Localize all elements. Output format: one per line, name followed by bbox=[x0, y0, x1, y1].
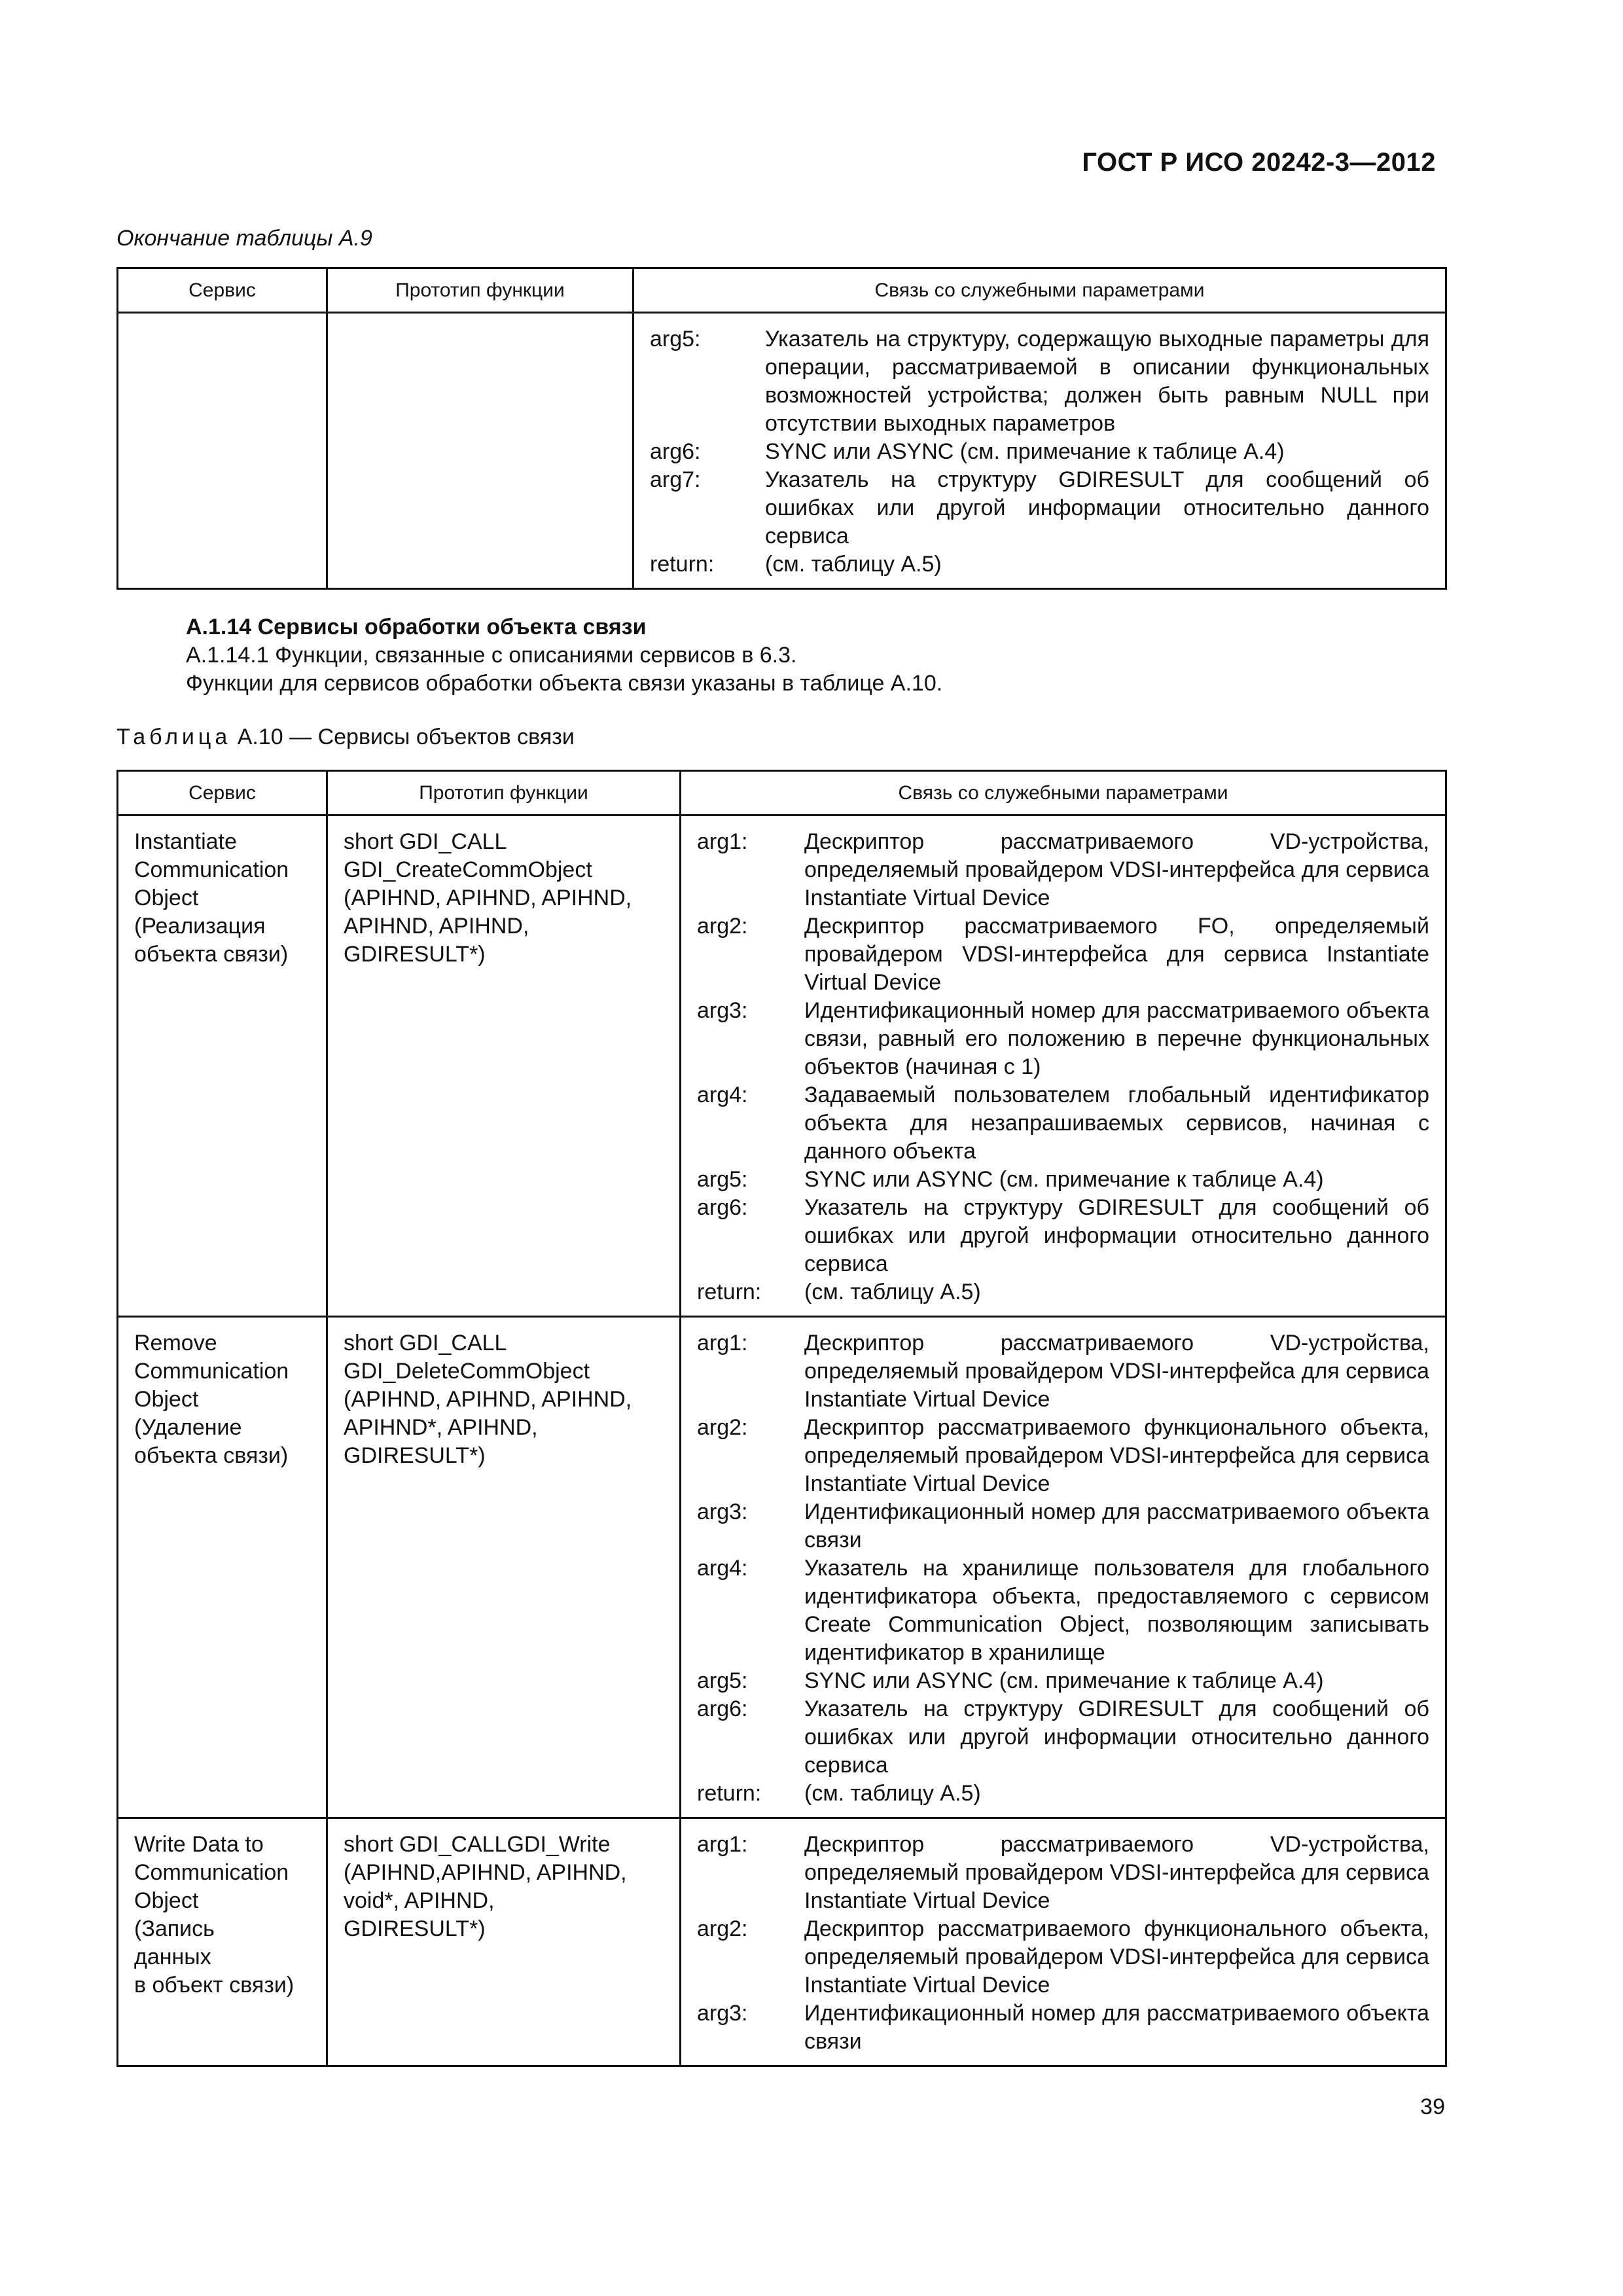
param-key: arg4: bbox=[697, 1556, 748, 1581]
param-key: arg5: bbox=[697, 1167, 748, 1192]
table-header-row bbox=[118, 268, 1446, 313]
param-text: Указатель на структуру, содержащую выходные параметры для операции, рассматриваемой в описании функциональных возможностей устройства; должен быть равным NULL при отсутствии выходных параметров bbox=[765, 327, 1429, 436]
prototype-cell: short GDI_CALL GDI_CreateCommObject (APIHND, APIHND, APIHND, APIHND, APIHND, GDIRESULT*) bbox=[344, 829, 632, 967]
param-row bbox=[650, 466, 1429, 550]
param-text: Указатель на структуру GDIRESULT для сообщений об ошибках или другой информации относительно данного сервиса bbox=[804, 1195, 1429, 1276]
column-header: Сервис bbox=[118, 268, 327, 313]
param-key: arg7: bbox=[650, 467, 701, 492]
param-key: arg3: bbox=[697, 1499, 748, 1524]
param-text: Указатель на хранилище пользователя для глобального идентификатора объекта, предоставляемого с сервисом Create Communication Object, позволяющим записывать идентификатор в хранилище bbox=[804, 1556, 1429, 1665]
param-text: (см. таблицу А.5) bbox=[765, 552, 942, 577]
param-row bbox=[697, 1554, 1429, 1667]
table-row bbox=[118, 1317, 1446, 1818]
subsection-heading: А.1.14.1 Функции, связанные с описаниями сервисов в 6.3. bbox=[186, 643, 797, 668]
param-row bbox=[697, 1329, 1429, 1414]
param-row bbox=[697, 1498, 1429, 1554]
param-key: arg6: bbox=[650, 439, 701, 464]
param-text: Указатель на структуру GDIRESULT для сообщений об ошибках или другой информации относительно данного сервиса bbox=[804, 1696, 1429, 1778]
param-key: arg1: bbox=[697, 829, 748, 854]
param-row bbox=[697, 828, 1429, 912]
param-row bbox=[697, 1414, 1429, 1498]
param-text: (см. таблицу А.5) bbox=[804, 1280, 981, 1304]
table-caption-text: А.10 — Сервисы объектов связи bbox=[231, 725, 575, 749]
param-text: Дескриптор рассматриваемого VD-устройства, определяемый провайдером VDSI-интерфейса для сервиса Instantiate Virtual Device bbox=[804, 1331, 1429, 1412]
param-key: arg5: bbox=[697, 1668, 748, 1693]
param-text: Дескриптор рассматриваемого FO, определяемый провайдером VDSI-интерфейса для сервиса Instantiate Virtual Device bbox=[804, 914, 1429, 995]
param-text: SYNC или ASYNC (см. примечание к таблице А.4) bbox=[765, 439, 1285, 464]
param-row bbox=[650, 438, 1429, 466]
param-key: arg6: bbox=[697, 1696, 748, 1721]
params-cell bbox=[681, 1318, 1445, 1817]
param-row bbox=[697, 1667, 1429, 1695]
section-paragraph: Функции для сервисов обработки объекта связи указаны в таблице А.10. bbox=[186, 671, 943, 696]
param-text: SYNC или ASYNC (см. примечание к таблице А.4) bbox=[804, 1167, 1324, 1192]
param-row bbox=[697, 912, 1429, 997]
column-header: Сервис bbox=[118, 771, 327, 816]
param-row bbox=[650, 550, 1429, 579]
table-row bbox=[118, 313, 1446, 589]
table-a10 bbox=[116, 770, 1447, 2067]
param-key: return: bbox=[697, 1280, 762, 1304]
param-row bbox=[697, 997, 1429, 1081]
params-cell bbox=[634, 314, 1445, 588]
param-row bbox=[697, 1278, 1429, 1306]
prototype-cell: short GDI_CALLGDI_Write (APIHND,APIHND, APIHND, void*, APIHND, GDIRESULT*) bbox=[344, 1832, 627, 1941]
service-cell: Instantiate Communication Object (Реализация объекта связи) bbox=[134, 829, 289, 967]
params-cell bbox=[681, 1819, 1445, 2065]
param-key: arg2: bbox=[697, 1916, 748, 1941]
param-text: Задаваемый пользователем глобальный идентификатор объекта для незапрашиваемых сервисов, начиная с данного объекта bbox=[804, 1083, 1429, 1164]
table-a9-end bbox=[116, 267, 1447, 590]
param-key: arg2: bbox=[697, 1415, 748, 1440]
param-key: arg1: bbox=[697, 1331, 748, 1355]
page-number: 39 bbox=[1420, 2094, 1445, 2119]
param-row bbox=[697, 1081, 1429, 1166]
column-header: Связь со служебными параметрами bbox=[681, 771, 1446, 816]
param-key: return: bbox=[650, 552, 715, 577]
prototype-cell bbox=[328, 314, 632, 325]
param-row bbox=[697, 1166, 1429, 1194]
params-cell bbox=[681, 816, 1445, 1316]
service-cell: Remove Communication Object (Удаление объекта связи) bbox=[134, 1331, 289, 1468]
param-key: arg1: bbox=[697, 1832, 748, 1857]
table-header-row bbox=[118, 771, 1446, 816]
column-header: Связь со служебными параметрами bbox=[633, 268, 1446, 313]
table-caption-label: Таблица bbox=[116, 725, 232, 749]
standard-id: ГОСТ Р ИСО 20242-3—2012 bbox=[1082, 148, 1436, 177]
param-key: arg3: bbox=[697, 2001, 748, 2026]
param-key: arg5: bbox=[650, 327, 701, 351]
param-row bbox=[697, 1695, 1429, 1780]
param-key: return: bbox=[697, 1781, 762, 1806]
prototype-cell: short GDI_CALL GDI_DeleteCommObject (APIHND, APIHND, APIHND, APIHND*, APIHND, GDIRESULT*) bbox=[344, 1331, 632, 1468]
table-continuation-caption: Окончание таблицы А.9 bbox=[116, 226, 372, 251]
param-text: Идентификационный номер для рассматриваемого объекта связи bbox=[804, 1499, 1429, 1552]
section-heading: А.1.14 Сервисы обработки объекта связи bbox=[186, 615, 647, 639]
param-row bbox=[697, 1194, 1429, 1278]
param-text: Дескриптор рассматриваемого функционального объекта, определяемый провайдером VDSI-интерфейса для сервиса Instantiate Virtual Device bbox=[804, 1415, 1429, 1496]
param-key: arg2: bbox=[697, 914, 748, 939]
param-text: Идентификационный номер для рассматриваемого объекта связи bbox=[804, 2001, 1429, 2054]
column-header: Прототип функции bbox=[327, 771, 681, 816]
table-row bbox=[118, 816, 1446, 1317]
param-key: arg3: bbox=[697, 998, 748, 1023]
param-text: SYNC или ASYNC (см. примечание к таблице А.4) bbox=[804, 1668, 1324, 1693]
service-cell bbox=[118, 314, 326, 325]
param-row bbox=[697, 1780, 1429, 1808]
param-key: arg6: bbox=[697, 1195, 748, 1220]
param-row bbox=[650, 325, 1429, 438]
table-row bbox=[118, 1818, 1446, 2066]
service-cell: Write Data to Communication Object (Запись данных в объект связи) bbox=[134, 1832, 294, 1998]
param-text: (см. таблицу А.5) bbox=[804, 1781, 981, 1806]
param-text: Дескриптор рассматриваемого VD-устройства, определяемый провайдером VDSI-интерфейса для сервиса Instantiate Virtual Device bbox=[804, 829, 1429, 910]
param-text: Дескриптор рассматриваемого функционального объекта, определяемый провайдером VDSI-интерфейса для сервиса Instantiate Virtual Device bbox=[804, 1916, 1429, 1998]
param-row bbox=[697, 1831, 1429, 1915]
column-header: Прототип функции bbox=[327, 268, 633, 313]
table-caption bbox=[116, 725, 575, 750]
param-row bbox=[697, 1915, 1429, 2000]
param-text: Указатель на структуру GDIRESULT для сообщений об ошибках или другой информации относительно данного сервиса bbox=[765, 467, 1429, 548]
param-row bbox=[697, 2000, 1429, 2056]
param-key: arg4: bbox=[697, 1083, 748, 1107]
param-text: Дескриптор рассматриваемого VD-устройства, определяемый провайдером VDSI-интерфейса для сервиса Instantiate Virtual Device bbox=[804, 1832, 1429, 1913]
param-text: Идентификационный номер для рассматриваемого объекта связи, равный его положению в перечне функциональных объектов (начиная с 1) bbox=[804, 998, 1429, 1079]
